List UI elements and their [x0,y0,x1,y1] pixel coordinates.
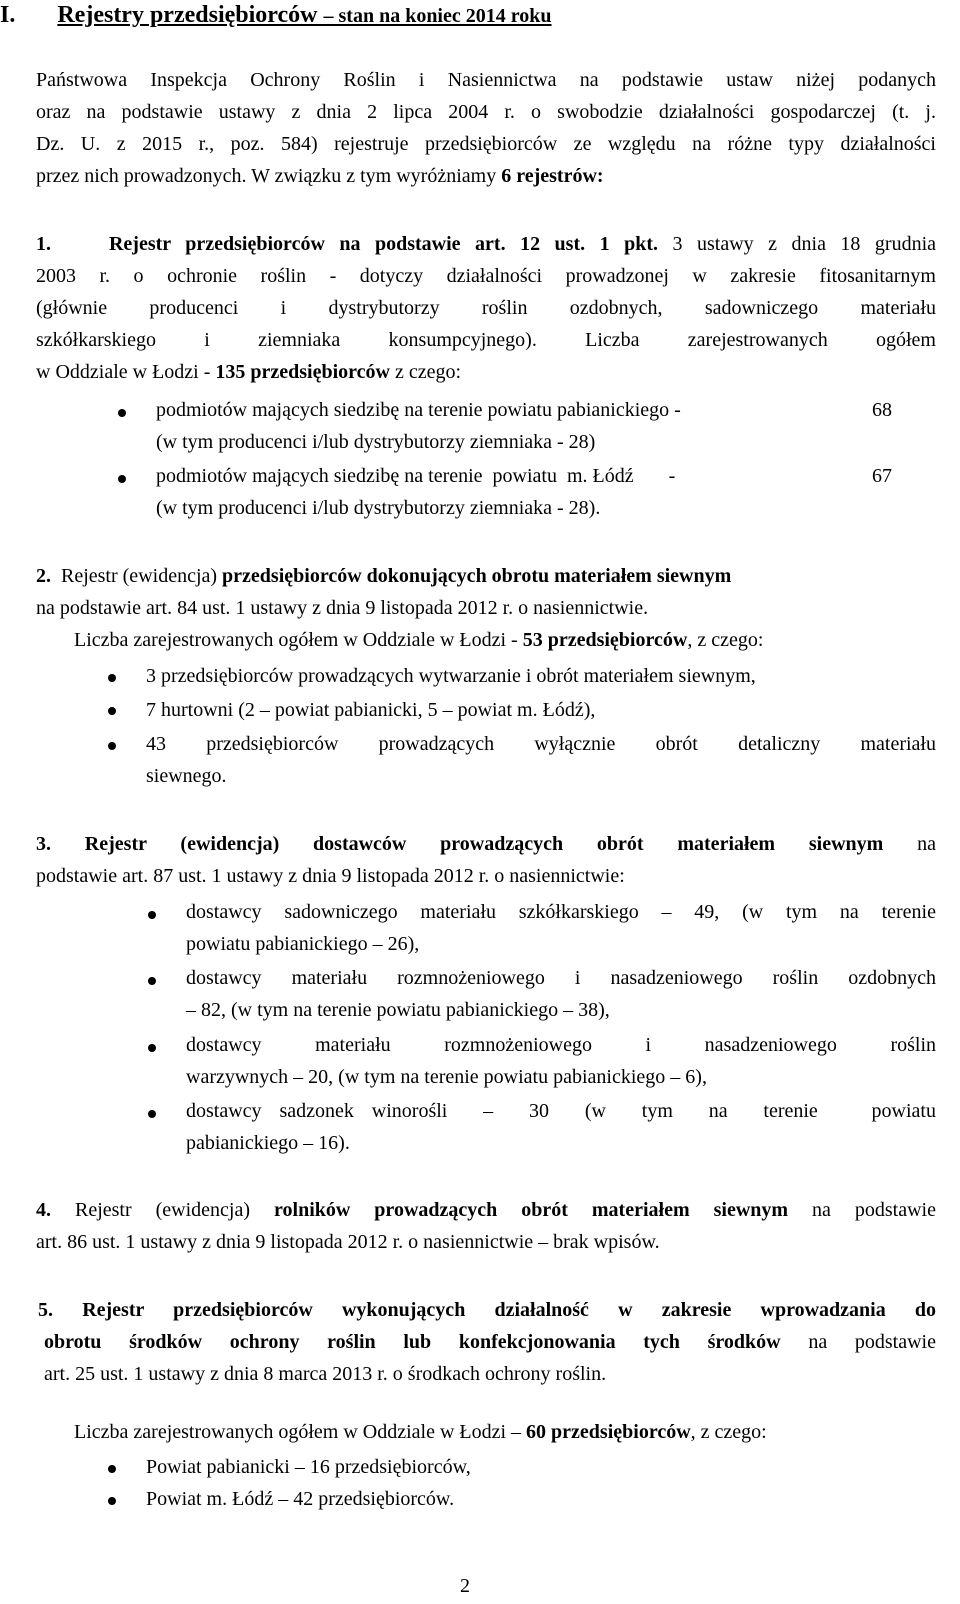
bullet-text: podmiotów mających siedzibę na terenie powiatu m. Łódź - [156,465,676,487]
section-4-title-b: rolników prowadzących obrót materiałem siewnym [274,1199,789,1221]
bullet-icon [108,1497,116,1505]
page-number: 2 [460,1575,470,1597]
section-1-bullet [156,394,816,458]
bullet-icon [148,1110,156,1118]
intro-line: Dz. U. z 2015 r., poz. 584) rejestruje przedsiębiorców ze względu na różne typy działalności [36,133,936,155]
section-1-title-line [36,228,936,260]
section-2 [36,560,936,624]
section-5-count: 60 przedsiębiorców [526,1421,691,1443]
bullet-cont: – 82, (w tym na terenie powiatu pabianickiego – 38), [186,999,610,1021]
section-5-bullet: Powiat pabianicki – 16 przedsiębiorców, [146,1456,471,1478]
section-5-title-cont: obrotu środków ochrony roślin lub konfekcjonowania tych środków [44,1331,781,1353]
section-5-title: Rejestr przedsiębiorców wykonujących działalność w zakresie wprowadzania do [82,1299,937,1321]
bullet-text: dostawcy sadzonek winorośli – 30 (w tym na terenie powiatu [186,1100,936,1122]
section-3-bullet [186,1095,936,1159]
heading-subtitle: – stan na koniec 2014 roku [323,5,552,27]
section-5-bullet: Powiat m. Łódź – 42 przedsiębiorców. [146,1488,455,1510]
section-5-line2 [38,1326,936,1358]
section-3-bullet [186,962,936,1026]
section-2-title-a: Rejestr (ewidencja) [61,565,223,587]
section-1-number: 1. [36,233,51,255]
section-1-line: szkółkarskiego i ziemniaka konsumpcyjnego). Liczba zarejestrowanych ogółem [36,329,936,351]
section-5-count-post: , z czego: [690,1421,767,1443]
section-3-title-line [36,828,936,860]
bullet-text: dostawcy materiału rozmnożeniowego i nasadzeniowego roślin ozdobnych [186,967,936,989]
bullet-icon [148,911,156,919]
section-5 [38,1294,936,1390]
section-2-count-line [74,624,954,656]
section-1 [36,228,936,388]
section-4 [36,1194,936,1258]
section-5-title-rest: na podstawie [780,1331,936,1353]
bullet-cont: pabianickiego – 16). [186,1132,350,1154]
bullet-cont: warzywnych – 20, (w tym na terenie powiatu pabianickiego – 6), [186,1066,707,1088]
section-heading [0,0,900,33]
section-2-bullet [146,728,936,792]
bullet-text: dostawcy materiału rozmnożeniowego i nasadzeniowego roślin [186,1034,936,1056]
section-3-bullet [186,896,936,960]
bullet-icon [118,409,126,417]
section-3-number: 3. [36,833,51,855]
section-4-title-rest: na podstawie [788,1199,936,1221]
section-1-count-pre: w Oddziale w Łodzi - [36,361,216,383]
bullet-icon [108,742,116,750]
section-2-count: 53 przedsiębiorców [522,629,688,651]
section-5-line: art. 25 ust. 1 ustawy z dnia 8 marca 2013 r. o środkach ochrony roślin. [44,1363,607,1385]
bullet-text: 43 przedsiębiorców prowadzących wyłącznie obrót detaliczny materiału [146,733,936,755]
bullet-cont: powiatu pabianickiego – 26), [186,933,420,955]
section-2-bullet: 3 przedsiębiorców prowadzących wytwarzanie i obrót materiałem siewnym, [146,665,756,687]
bullet-icon [108,1465,116,1473]
section-5-count-line [74,1416,954,1448]
bullet-text: podmiotów mających siedzibę na terenie powiatu pabianickiego - [156,399,681,421]
intro-last-text: przez nich prowadzonych. W związku z tym wyróżniamy [36,165,502,187]
intro-last-line [36,160,936,192]
section-3-title: Rejestr (ewidencja) dostawców prowadzących obrót materiałem siewnym [84,833,884,855]
section-1-count-line [36,356,936,388]
bullet-cont: siewnego. [146,765,227,787]
section-5-count-pre: Liczba zarejestrowanych ogółem w Oddziale w Łodzi – [74,1421,527,1443]
section-2-bullet: 7 hurtowni (2 – powiat pabianicki, 5 – powiat m. Łódź), [146,699,596,721]
section-1-line: 2003 r. o ochronie roślin - dotyczy działalności prowadzonej w zakresie fitosanitarnym [36,265,936,287]
bullet-icon [148,977,156,985]
section-4-line: art. 86 ust. 1 ustawy z dnia 9 listopada 2012 r. o nasiennictwie – brak wpisów. [36,1231,660,1253]
section-1-count: 135 przedsiębiorców [215,361,390,383]
section-3-title-rest: na [883,833,936,855]
bullet-text: dostawcy sadowniczego materiału szkółkarskiego – 49, (w tym na terenie [186,901,936,923]
section-3-line: podstawie art. 87 ust. 1 ustawy z dnia 9 listopada 2012 r. o nasiennictwie: [36,865,625,887]
heading-underlined [57,2,551,28]
section-4-number: 4. [36,1199,51,1221]
bullet-icon [108,674,116,682]
section-2-title-line [36,560,936,592]
heading-number: I. [0,2,16,28]
section-1-count-post: z czego: [390,361,462,383]
section-1-line: (głównie producenci i dystrybutorzy roślin ozdobnych, sadowniczego materiału [36,297,936,319]
intro-line: oraz na podstawie ustawy z dnia 2 lipca 2004 r. o swobodzie działalności gospodarczej (t. j. [36,101,936,123]
intro-paragraph [36,64,936,192]
section-5-number: 5. [38,1299,53,1321]
section-4-title-line [36,1194,936,1226]
bullet-sub: (w tym producenci i/lub dystrybutorzy ziemniaka - 28) [156,431,596,453]
section-2-line: na podstawie art. 84 ust. 1 ustawy z dnia 9 listopada 2012 r. o nasiennictwie. [36,597,649,619]
section-3-bullet [186,1029,936,1093]
intro-registers-count: 6 rejestrów: [501,165,604,187]
section-2-title-b: przedsiębiorców dokonujących obrotu materiałem siewnym [222,565,732,587]
section-1-title: Rejestr przedsiębiorców na podstawie art. 12 ust. 1 pkt. [108,233,659,255]
bullet-value: 67 [872,465,892,487]
bullet-value: 68 [872,399,892,421]
section-2-count-pre: Liczba zarejestrowanych ogółem w Oddziale w Łodzi - [74,629,523,651]
bullet-icon [148,1044,156,1052]
bullet-icon [108,707,116,715]
section-2-number: 2. [36,565,51,587]
section-2-count-post: , z czego: [687,629,764,651]
section-3 [36,828,936,892]
intro-line: Państwowa Inspekcja Ochrony Roślin i Nasiennictwa na podstawie ustaw niżej podanych [36,69,936,91]
section-1-bullet [156,460,816,524]
section-4-title-a: Rejestr (ewidencja) [74,1199,274,1221]
bullet-sub: (w tym producenci i/lub dystrybutorzy ziemniaka - 28). [156,497,601,519]
section-5-title-line [38,1294,936,1326]
bullet-icon [118,475,126,483]
section-1-title-rest: 3 ustawy z dnia 18 grudnia [658,233,937,255]
heading-title: Rejestry przedsiębiorców [57,2,318,28]
